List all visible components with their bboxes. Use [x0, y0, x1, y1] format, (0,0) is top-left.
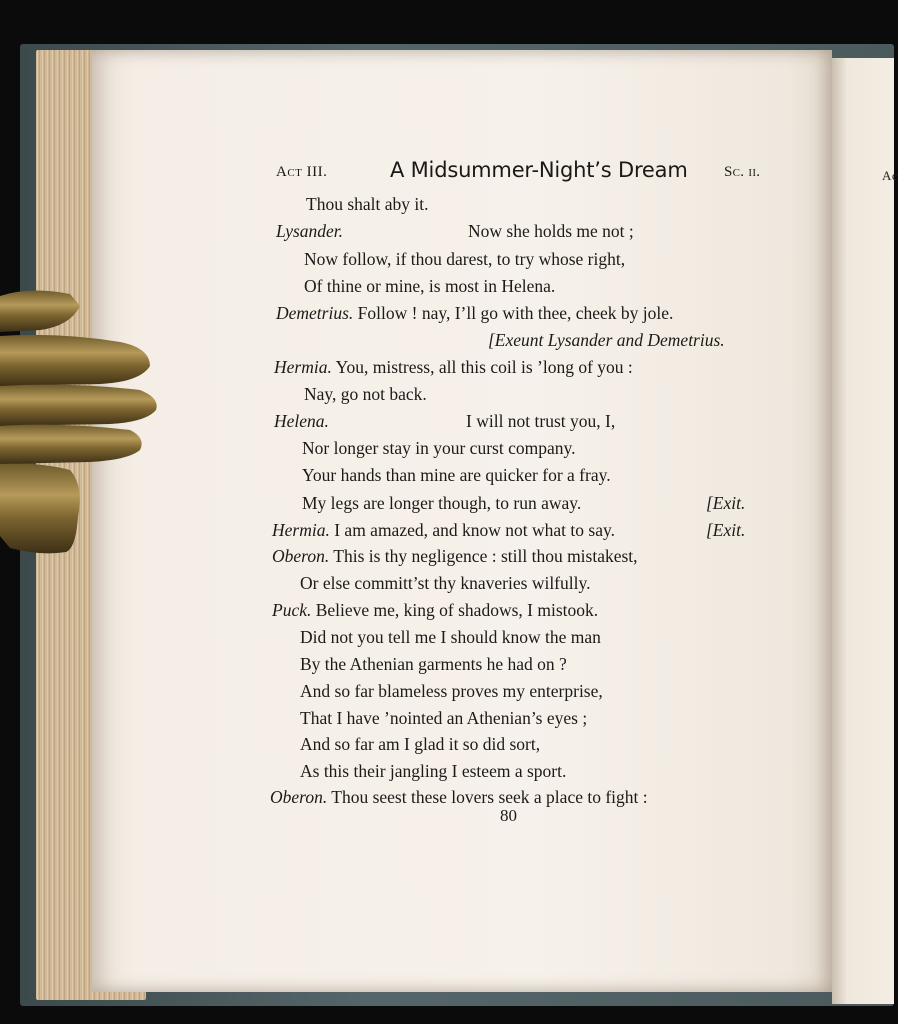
speaker-name: Puck.	[272, 600, 312, 620]
verse-line: Hermia. You, mistress, all this coil is ’long of you :	[274, 357, 633, 377]
verse-line: Thou shalt aby it.	[306, 194, 429, 214]
verse-line: Oberon. Thou seest these lovers seek a place to fight :	[270, 787, 648, 807]
facing-page	[832, 58, 894, 1004]
stage-direction: [Exit.	[706, 493, 746, 513]
verse-line	[274, 411, 329, 432]
verse-line: Of thine or mine, is most in Helena.	[304, 276, 556, 296]
verse-line: Or else committ’st thy knaveries wilfully.	[300, 573, 591, 593]
verse-line: And so far blameless proves my enterprise,	[300, 681, 603, 701]
verse-line	[276, 221, 343, 242]
verse-line-text: I will not trust you, I,	[466, 411, 616, 431]
speaker-name: Helena.	[274, 411, 329, 431]
speaker-name: Oberon.	[270, 787, 328, 807]
verse-line: And so far am I glad it so did sort,	[300, 734, 541, 754]
scene-label: Sc. ii.	[724, 164, 761, 180]
act-label: Act III.	[276, 164, 328, 180]
verse-line-text: Now she holds me not ;	[468, 221, 634, 241]
page-number: 80	[500, 806, 517, 825]
speaker-name: Demetrius.	[276, 303, 354, 323]
stage-direction: [Exit.	[706, 520, 746, 540]
speaker-name: Hermia.	[274, 357, 332, 377]
verse-line: Hermia. I am amazed, and know not what to say.	[272, 520, 615, 540]
verse-line: As this their jangling I esteem a sport.	[300, 761, 567, 781]
verse-line: Nor longer stay in your curst company.	[302, 438, 576, 458]
verse-line: My legs are longer though, to run away.	[302, 493, 582, 513]
stage-direction: [Exeunt Lysander and Demetrius.	[488, 330, 725, 350]
verse-line: Puck. Believe me, king of shadows, I mistook.	[272, 600, 599, 620]
verse-line: By the Athenian garments he had on ?	[300, 654, 567, 674]
verse-line: Now follow, if thou darest, to try whose right,	[304, 249, 626, 269]
brass-page-clip	[0, 286, 160, 556]
verse-line: Did not you tell me I should know the man	[300, 627, 601, 647]
speaker-name: Lysander.	[276, 221, 344, 241]
speaker-name: Hermia.	[272, 520, 330, 540]
verse-line: That I have ’nointed an Athenian’s eyes ;	[300, 708, 588, 728]
speaker-name: Oberon.	[272, 546, 330, 566]
facing-page-header-fragment: Ac	[882, 168, 898, 183]
running-header	[272, 158, 764, 188]
play-title: A Midsummer-Night’s Dream	[390, 158, 688, 182]
verse-line: Nay, go not back.	[304, 384, 427, 404]
verse-line: Demetrius. Follow ! nay, I’ll go with thee, cheek by jole.	[276, 303, 674, 323]
verse-line: Your hands than mine are quicker for a fray.	[302, 465, 611, 485]
verse-line: Oberon. This is thy negligence : still thou mistakest,	[272, 546, 638, 566]
